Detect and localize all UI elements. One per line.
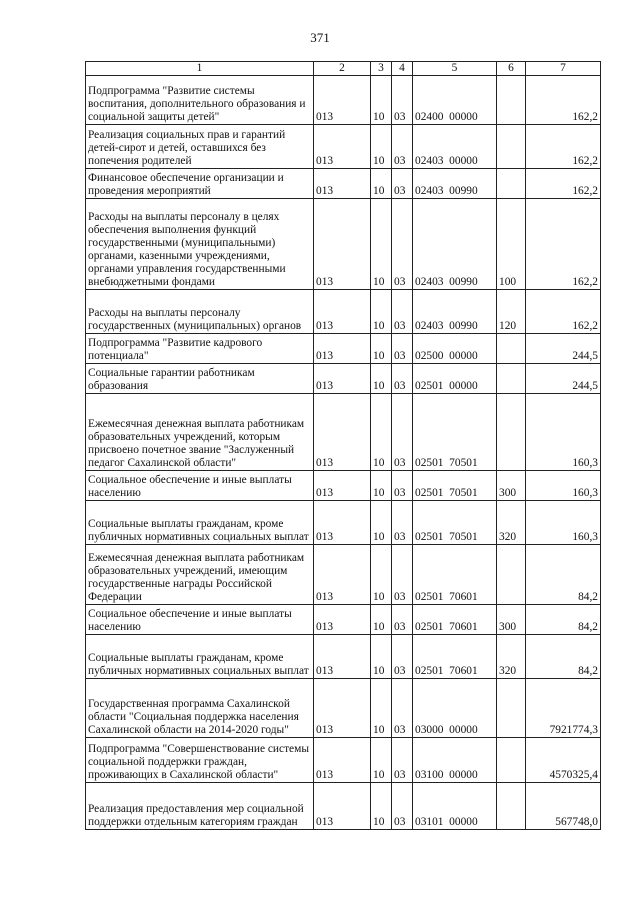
amount-cell: 244,5 bbox=[526, 364, 601, 394]
amount-cell: 84,2 bbox=[526, 635, 601, 679]
row-name-cell: Подпрограмма "Развитие кадрового потенциала" bbox=[86, 334, 314, 364]
code-cell: 013 bbox=[314, 783, 371, 830]
amount-cell: 567748,0 bbox=[526, 783, 601, 830]
target-article-cell: 02403 00990 bbox=[413, 169, 497, 199]
target-article-cell: 02501 70501 bbox=[413, 501, 497, 545]
amount-cell: 244,5 bbox=[526, 334, 601, 364]
subsection-cell: 03 bbox=[392, 545, 413, 605]
column-header: 2 bbox=[314, 62, 371, 76]
page-number: 371 bbox=[310, 30, 330, 45]
row-name-cell: Социальное обеспечение и иные выплаты населению bbox=[86, 471, 314, 501]
subsection-cell: 03 bbox=[392, 738, 413, 783]
target-article-cell: 02501 70501 bbox=[413, 471, 497, 501]
expense-type-cell: 320 bbox=[497, 635, 526, 679]
section-cell: 10 bbox=[371, 471, 392, 501]
table-row bbox=[86, 501, 601, 545]
column-header: 3 bbox=[371, 62, 392, 76]
section-cell: 10 bbox=[371, 76, 392, 125]
subsection-cell: 03 bbox=[392, 679, 413, 738]
amount-cell: 162,2 bbox=[526, 125, 601, 169]
table-row bbox=[86, 738, 601, 783]
table-row bbox=[86, 635, 601, 679]
expense-type-cell bbox=[497, 169, 526, 199]
expense-type-cell: 300 bbox=[497, 605, 526, 635]
column-header: 5 bbox=[413, 62, 497, 76]
expense-type-cell bbox=[497, 394, 526, 471]
row-name-cell: Расходы на выплаты персоналу государственных (муниципальных) органов bbox=[86, 290, 314, 334]
expense-type-cell bbox=[497, 125, 526, 169]
subsection-cell: 03 bbox=[392, 125, 413, 169]
column-header: 7 bbox=[526, 62, 601, 76]
section-cell: 10 bbox=[371, 605, 392, 635]
row-name-cell: Реализация предоставления мер социальной поддержки отдельным категориям граждан bbox=[86, 783, 314, 830]
row-name-cell: Финансовое обеспечение организации и проведения мероприятий bbox=[86, 169, 314, 199]
expense-type-cell bbox=[497, 364, 526, 394]
row-name-cell: Социальное обеспечение и иные выплаты населению bbox=[86, 605, 314, 635]
target-article-cell: 03000 00000 bbox=[413, 679, 497, 738]
section-cell: 10 bbox=[371, 738, 392, 783]
row-name-cell: Ежемесячная денежная выплата работникам образовательных учреждений, которым присвоено почетное звание "Заслуженный педагог Сахалинской области" bbox=[86, 394, 314, 471]
amount-cell: 84,2 bbox=[526, 545, 601, 605]
row-name-cell: Расходы на выплаты персоналу в целях обеспечения выполнения функций государственными (муниципальными) органами, казенными учреждениями, органами управления государственными внебюджетными фондами bbox=[86, 199, 314, 290]
subsection-cell: 03 bbox=[392, 501, 413, 545]
code-cell: 013 bbox=[314, 501, 371, 545]
section-cell: 10 bbox=[371, 364, 392, 394]
section-cell: 10 bbox=[371, 125, 392, 169]
amount-cell: 162,2 bbox=[526, 290, 601, 334]
target-article-cell: 02501 00000 bbox=[413, 364, 497, 394]
code-cell: 013 bbox=[314, 76, 371, 125]
subsection-cell: 03 bbox=[392, 169, 413, 199]
section-cell: 10 bbox=[371, 290, 392, 334]
expense-type-cell bbox=[497, 76, 526, 125]
amount-cell: 162,2 bbox=[526, 76, 601, 125]
target-article-cell: 02501 70601 bbox=[413, 635, 497, 679]
expense-type-cell bbox=[497, 545, 526, 605]
subsection-cell: 03 bbox=[392, 199, 413, 290]
code-cell: 013 bbox=[314, 471, 371, 501]
row-name-cell: Социальные выплаты гражданам, кроме публичных нормативных социальных выплат bbox=[86, 501, 314, 545]
code-cell: 013 bbox=[314, 679, 371, 738]
amount-cell: 160,3 bbox=[526, 501, 601, 545]
row-name-cell: Социальные гарантии работникам образования bbox=[86, 364, 314, 394]
code-cell: 013 bbox=[314, 334, 371, 364]
row-name-cell: Социальные выплаты гражданам, кроме публичных нормативных социальных выплат bbox=[86, 635, 314, 679]
code-cell: 013 bbox=[314, 199, 371, 290]
table-row bbox=[86, 545, 601, 605]
section-cell: 10 bbox=[371, 199, 392, 290]
subsection-cell: 03 bbox=[392, 471, 413, 501]
target-article-cell: 03101 00000 bbox=[413, 783, 497, 830]
budget-table bbox=[85, 61, 601, 830]
target-article-cell: 02501 70601 bbox=[413, 605, 497, 635]
section-cell: 10 bbox=[371, 334, 392, 364]
section-cell: 10 bbox=[371, 783, 392, 830]
expense-type-cell: 320 bbox=[497, 501, 526, 545]
amount-cell: 162,2 bbox=[526, 169, 601, 199]
table-row bbox=[86, 679, 601, 738]
table-row bbox=[86, 169, 601, 199]
amount-cell: 7921774,3 bbox=[526, 679, 601, 738]
row-name-cell: Подпрограмма "Развитие системы воспитания, дополнительного образования и социальной защиты детей" bbox=[86, 76, 314, 125]
amount-cell: 84,2 bbox=[526, 605, 601, 635]
row-name-cell: Ежемесячная денежная выплата работникам образовательных учреждений, имеющим государственные награды Российской Федерации bbox=[86, 545, 314, 605]
column-header: 1 bbox=[86, 62, 314, 76]
target-article-cell: 02501 70501 bbox=[413, 394, 497, 471]
section-cell: 10 bbox=[371, 635, 392, 679]
table-row bbox=[86, 783, 601, 830]
amount-cell: 160,3 bbox=[526, 471, 601, 501]
table-row bbox=[86, 394, 601, 471]
row-name-cell: Реализация социальных прав и гарантий детей-сирот и детей, оставшихся без попечения родителей bbox=[86, 125, 314, 169]
code-cell: 013 bbox=[314, 290, 371, 334]
target-article-cell: 02501 70601 bbox=[413, 545, 497, 605]
column-header: 6 bbox=[497, 62, 526, 76]
section-cell: 10 bbox=[371, 169, 392, 199]
table-row bbox=[86, 199, 601, 290]
section-cell: 10 bbox=[371, 501, 392, 545]
table-row bbox=[86, 364, 601, 394]
expense-type-cell bbox=[497, 679, 526, 738]
amount-cell: 160,3 bbox=[526, 394, 601, 471]
table-row bbox=[86, 605, 601, 635]
target-article-cell: 02500 00000 bbox=[413, 334, 497, 364]
expense-type-cell bbox=[497, 783, 526, 830]
amount-cell: 4570325,4 bbox=[526, 738, 601, 783]
code-cell: 013 bbox=[314, 605, 371, 635]
header-row bbox=[86, 62, 601, 76]
row-name-cell: Государственная программа Сахалинской области "Социальная поддержка населения Сахалинской области на 2014-2020 годы" bbox=[86, 679, 314, 738]
subsection-cell: 03 bbox=[392, 605, 413, 635]
target-article-cell: 02403 00000 bbox=[413, 125, 497, 169]
table-row bbox=[86, 290, 601, 334]
subsection-cell: 03 bbox=[392, 364, 413, 394]
target-article-cell: 03100 00000 bbox=[413, 738, 497, 783]
code-cell: 013 bbox=[314, 169, 371, 199]
table-row bbox=[86, 334, 601, 364]
code-cell: 013 bbox=[314, 635, 371, 679]
code-cell: 013 bbox=[314, 545, 371, 605]
subsection-cell: 03 bbox=[392, 394, 413, 471]
code-cell: 013 bbox=[314, 738, 371, 783]
code-cell: 013 bbox=[314, 364, 371, 394]
target-article-cell: 02403 00990 bbox=[413, 199, 497, 290]
target-article-cell: 02403 00990 bbox=[413, 290, 497, 334]
code-cell: 013 bbox=[314, 394, 371, 471]
expense-type-cell bbox=[497, 738, 526, 783]
target-article-cell: 02400 00000 bbox=[413, 76, 497, 125]
subsection-cell: 03 bbox=[392, 76, 413, 125]
subsection-cell: 03 bbox=[392, 290, 413, 334]
expense-type-cell: 100 bbox=[497, 199, 526, 290]
subsection-cell: 03 bbox=[392, 783, 413, 830]
amount-cell: 162,2 bbox=[526, 199, 601, 290]
subsection-cell: 03 bbox=[392, 635, 413, 679]
section-cell: 10 bbox=[371, 679, 392, 738]
section-cell: 10 bbox=[371, 394, 392, 471]
section-cell: 10 bbox=[371, 545, 392, 605]
code-cell: 013 bbox=[314, 125, 371, 169]
expense-type-cell: 300 bbox=[497, 471, 526, 501]
table-row bbox=[86, 471, 601, 501]
column-header: 4 bbox=[392, 62, 413, 76]
table-row bbox=[86, 76, 601, 125]
row-name-cell: Подпрограмма "Совершенствование системы социальной поддержки граждан, проживающих в Сахалинской области" bbox=[86, 738, 314, 783]
subsection-cell: 03 bbox=[392, 334, 413, 364]
table-row bbox=[86, 125, 601, 169]
expense-type-cell bbox=[497, 334, 526, 364]
expense-type-cell: 120 bbox=[497, 290, 526, 334]
